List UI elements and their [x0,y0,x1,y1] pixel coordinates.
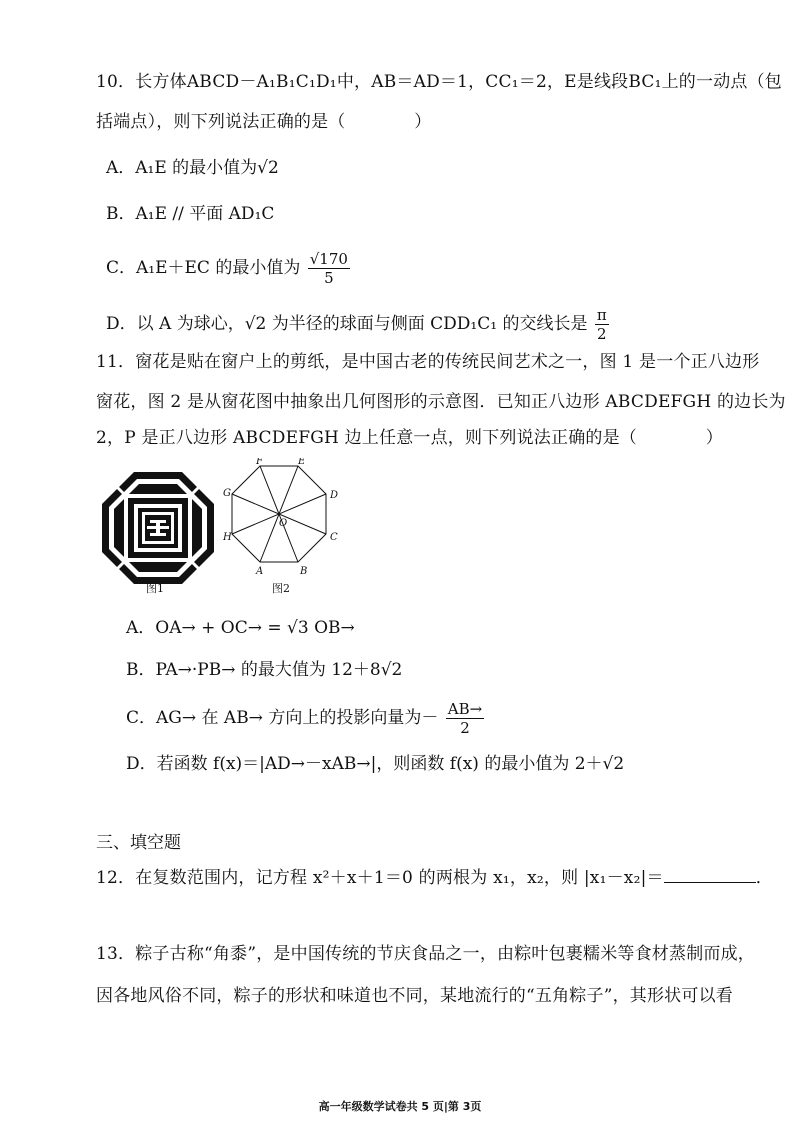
q10-option-c-numerator: √170 [309,250,348,268]
q11-option-c-fraction [446,700,484,737]
q10-stem-line1: 10．长方体ABCD－A₁B₁C₁D₁中，AB＝AD＝1，CC₁＝2，E是线段BC₁上的一动点（包 [96,72,782,92]
vertex-label-d: D [330,490,339,501]
q10-option-c-text: C．A₁E＋EC 的最小值为 [106,258,301,278]
q10-option-a: A．A₁E 的最小值为√2 [106,158,279,178]
vertex-label-e: E [298,458,306,467]
q10-option-d-fraction [595,306,609,343]
q11-option-c-numerator: AB→ [447,700,483,718]
window-flower-figure [100,470,216,586]
q11-stem-line1: 11．窗花是贴在窗户上的剪纸，是中国古老的传统民间艺术之一，图 1 是一个正八边形 [96,352,760,372]
q10-stem-line2: 括端点），则下列说法正确的是（ ） [96,112,432,132]
vertex-label-h: H [223,532,232,543]
q10-option-d [106,306,611,343]
center-label-o: O [279,518,288,529]
q11-option-b: B．PA→·PB→ 的最大值为 12＋8√2 [126,660,403,680]
vertex-label-c: C [330,532,338,543]
q12-line [96,864,773,890]
q12-text: 12．在复数范围内，记方程 x²＋x＋1＝0 的两根为 x₁，x₂，则 |x₁－x₂|＝ [96,868,664,888]
q11-stem-line3: 2，P 是正八边形 ABCDEFGH 边上任意一点，则下列说法正确的是（ ） [96,428,723,448]
vertex-label-f: F [256,458,263,467]
q13-line2: 因各地风俗不同，粽子的形状和味道也不同，某地流行的“五角粽子”，其形状可以看 [96,986,733,1006]
q11-option-d: D．若函数 f(x)＝|AD→－xAB→|，则函数 f(x) 的最小值为 2＋√2 [126,754,625,774]
q11-stem-line2: 窗花，图 2 是从窗花图中抽象出几何图形的示意图．已知正八边形 ABCDEFGH 的边长为 [96,392,786,412]
q11-option-c-denominator: 2 [460,719,470,737]
q10-option-c-denominator: 5 [324,269,334,287]
figure2-caption: 图2 [272,582,290,595]
q11-option-c [126,700,486,737]
q10-option-c [106,250,352,287]
q10-option-c-fraction [308,250,350,287]
q10-option-d-denominator: 2 [597,325,607,343]
q12-answer-blank[interactable] [664,864,756,883]
q10-option-d-numerator: π [596,306,607,324]
vertex-label-a: A [256,566,264,577]
q12-tail: ． [755,868,773,888]
vertex-label-b: B [300,566,308,577]
octagon-diagram [222,458,348,580]
q10-option-b: B．A₁E // 平面 AD₁C [106,204,275,224]
q11-option-c-text: C．AG→ 在 AB→ 方向上的投影向量为－ [126,708,439,728]
q11-option-a: A．OA→ + OC→ = √3 OB→ [126,618,355,638]
q10-option-d-text: D．以 A 为球心，√2 为半径的球面与侧面 CDD₁C₁ 的交线长是 [106,314,588,334]
section-heading: 三、填空题 [96,833,181,853]
vertex-label-g: G [223,488,231,499]
page-footer: 高一年级数学试卷共 5 页|第 3页 [318,1100,482,1113]
figure1-caption: 图1 [146,582,164,595]
q13-line1: 13．粽子古称“角黍”，是中国传统的节庆食品之一，由粽叶包裹糯米等食材蒸制而成， [96,944,756,964]
